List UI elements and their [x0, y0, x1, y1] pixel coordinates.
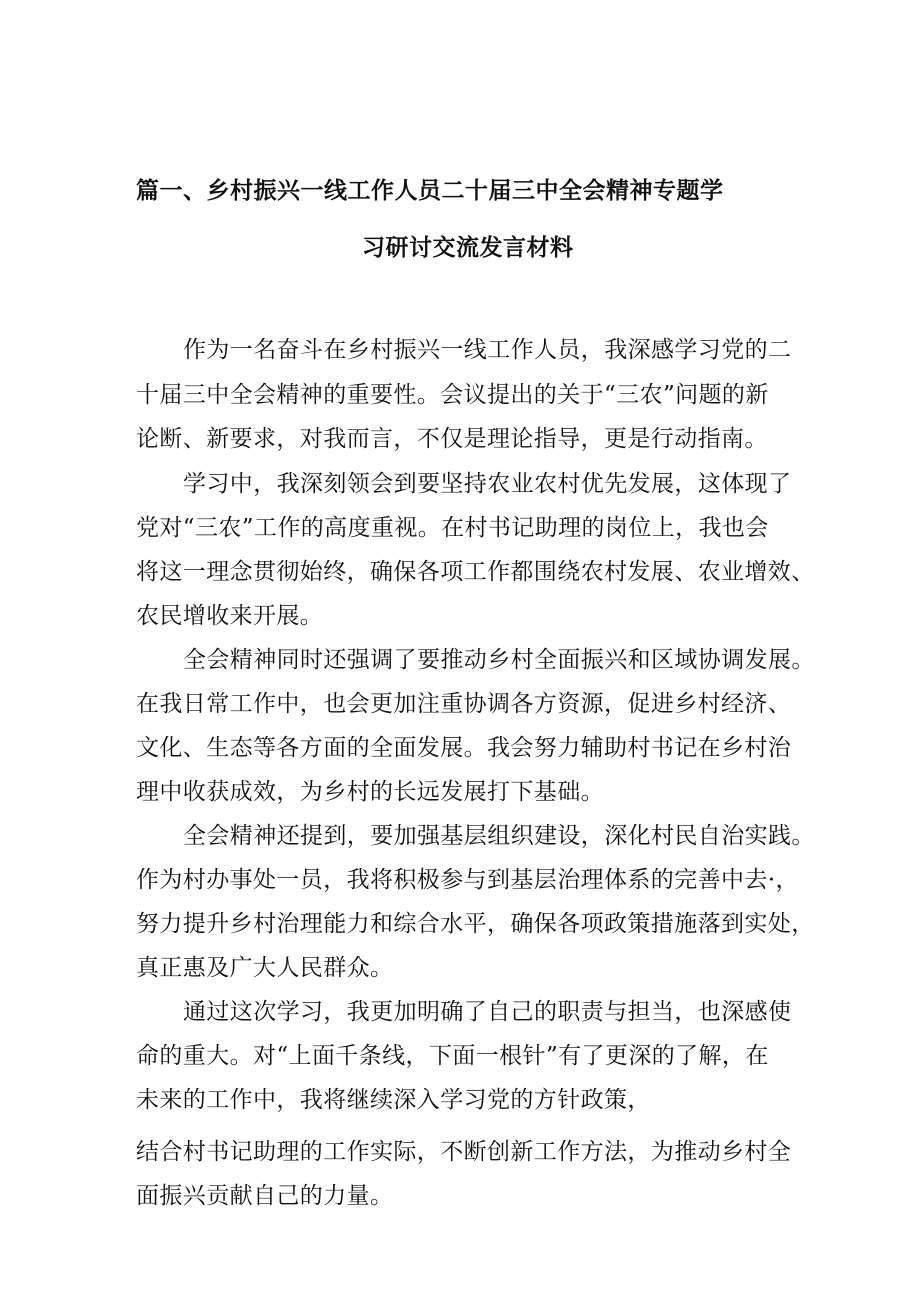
paragraph-5-line-1: 通过这次学习，我更加明确了自己的职责与担当，也深感使	[183, 999, 792, 1025]
paragraph-2-line-4: 农民增收来开展。	[136, 603, 324, 629]
paragraph-4-line-2: 作为村办事处一员，我将积极参与到基层治理体系的完善中去·，	[136, 867, 799, 893]
paragraph-2-line-2: 党对“三农”工作的高度重视。在村书记助理的岗位上，我也会	[136, 515, 769, 541]
paragraph-5-line-2: 命的重大。对“上面千条线，下面一根针”有了更深的了解，在	[136, 1043, 769, 1069]
paragraph-4-line-1: 全会精神还提到，要加强基层组织建设，深化村民自治实践。	[183, 823, 815, 849]
paragraph-3-line-4: 理中收获成效，为乡村的长远发展打下基础。	[136, 779, 604, 805]
paragraph-1-line-2: 十届三中全会精神的重要性。会议提出的关于“三农”问题的新	[136, 382, 769, 408]
document-title-line-1: 篇一、乡村振兴一线工作人员二十届三中全会精神专题学	[136, 178, 724, 204]
paragraph-4-line-4: 真正惠及广大人民群众。	[136, 955, 394, 981]
paragraph-1-line-1: 作为一名奋斗在乡村振兴一线工作人员，我深感学习党的二	[183, 337, 792, 363]
paragraph-3-line-1: 全会精神同时还强调了要推动乡村全面振兴和区域协调发展。	[183, 647, 815, 673]
paragraph-6-line-1: 结合村书记助理的工作实际，不断创新工作方法，为推动乡村全	[136, 1139, 792, 1165]
paragraph-3-line-2: 在我日常工作中，也会更加注重协调各方资源，促进乡村经济、	[136, 691, 792, 717]
paragraph-2-line-1: 学习中，我深刻领会到要坚持农业农村优先发展，这体现了	[183, 471, 792, 497]
paragraph-5-line-3: 未来的工作中，我将继续深入学习党的方针政策，	[136, 1087, 651, 1113]
paragraph-4-line-3: 努力提升乡村治理能力和综合水平，确保各项政策措施落到实处，	[136, 911, 815, 937]
paragraph-6-line-2: 面振兴贡献自己的力量。	[136, 1183, 394, 1209]
paragraph-1-line-3: 论断、新要求，对我而言，不仅是理论指导，更是行动指南。	[136, 426, 768, 452]
paragraph-3-line-3: 文化、生态等各方面的全面发展。我会努力辅助村书记在乡村治	[136, 735, 792, 761]
document-title-line-2: 习研讨交流发言材料	[362, 235, 574, 261]
paragraph-2-line-3: 将这一理念贯彻始终，确保各项工作都围绕农村发展、农业增效、	[136, 559, 815, 585]
